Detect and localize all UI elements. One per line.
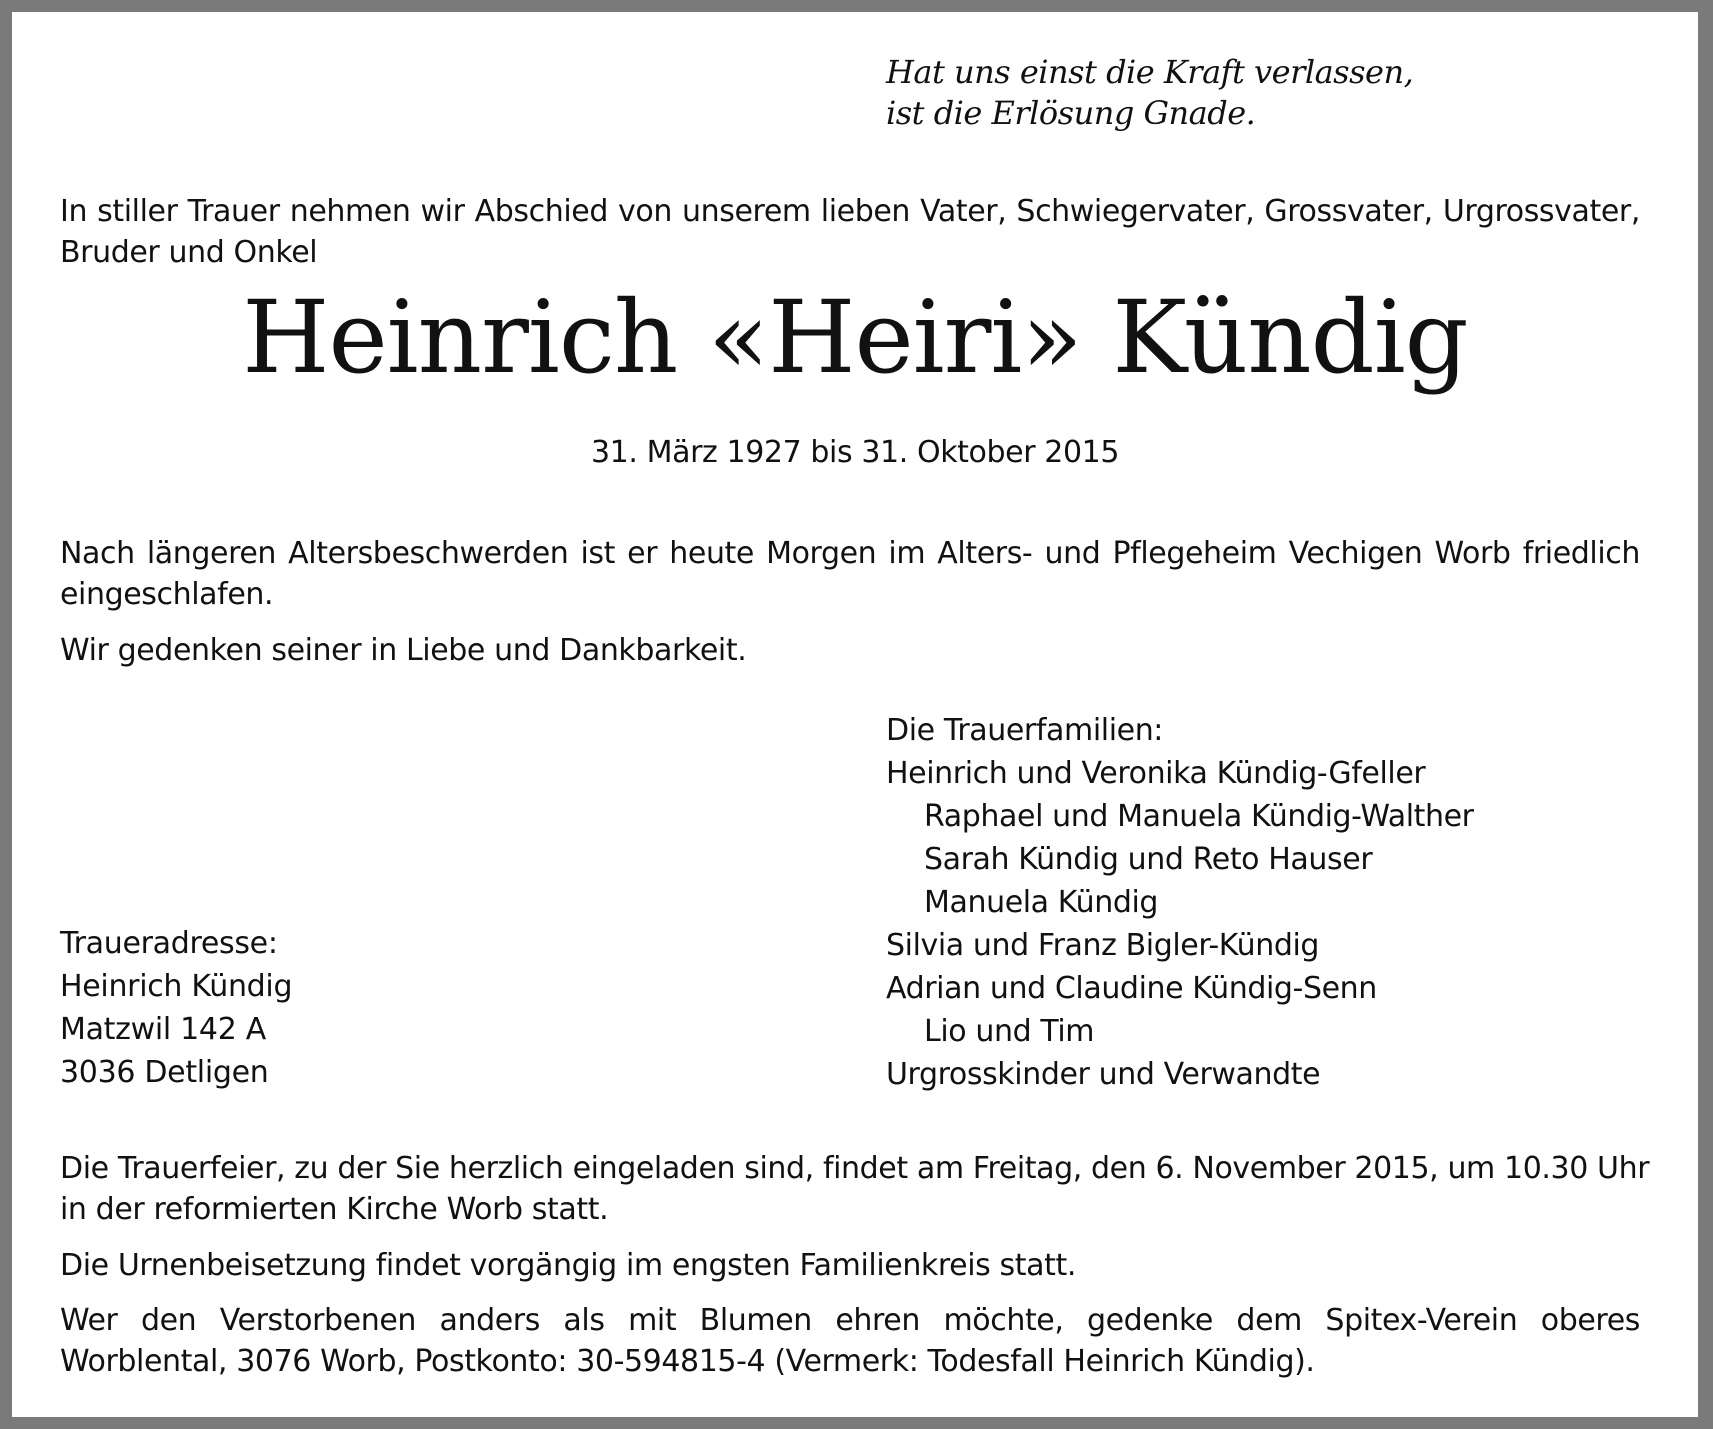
mourning-families bbox=[886, 709, 1474, 1096]
life-dates: 31. März 1927 bis 31. Oktober 2015 bbox=[590, 435, 1120, 470]
intro-text: In stiller Trauer nehmen wir Abschied von unserem lieben Vater, Schwiegervater, Grossvater, Urgrossvater, Bruder und Onkel bbox=[60, 194, 1640, 270]
family-member: Urgrosskinder und Verwandte bbox=[886, 1057, 1321, 1092]
address-label: Traueradresse: bbox=[60, 926, 278, 961]
donation-text: Wer den Verstorbenen anders als mit Blumen ehren möchte, gedenke dem Spitex-Verein oberes Worblental, 3076 Worb, Postkonto: 30-594815-4 (Vermerk: Todesfall Heinrich Kündig). bbox=[60, 1303, 1640, 1379]
mourning-address bbox=[60, 922, 292, 1094]
obituary-notice bbox=[12, 12, 1698, 1417]
family-heading: Die Trauerfamilien: bbox=[886, 713, 1164, 748]
passing-text: Nach längeren Altersbeschwerden ist er heute Morgen im Alters- und Pflegeheim Vechigen Worb friedlich eingeschlafen. bbox=[60, 536, 1640, 612]
address-city: 3036 Detligen bbox=[60, 1055, 269, 1090]
family-member: Manuela Kündig bbox=[924, 885, 1159, 920]
family-member: Heinrich und Veronika Kündig-Gfeller bbox=[886, 756, 1426, 791]
family-member: Adrian und Claudine Kündig-Senn bbox=[886, 971, 1377, 1006]
family-member: Sarah Kündig und Reto Hauser bbox=[924, 842, 1373, 877]
motto-line-1: Hat uns einst die Kraft verlassen, bbox=[886, 53, 1414, 91]
motto-verse bbox=[886, 52, 1413, 134]
remembrance-text: Wir gedenken seiner in Liebe und Dankbarkeit. bbox=[60, 633, 747, 668]
address-name: Heinrich Kündig bbox=[60, 969, 293, 1004]
motto-line-2: ist die Erlösung Gnade. bbox=[886, 94, 1256, 132]
deceased-name: Heinrich «Heiri» Kündig bbox=[242, 279, 1468, 396]
family-member: Lio und Tim bbox=[924, 1014, 1095, 1049]
family-member: Raphael und Manuela Kündig-Walther bbox=[924, 799, 1474, 834]
family-member: Silvia und Franz Bigler-Kündig bbox=[886, 928, 1320, 963]
ceremony-text: Die Trauerfeier, zu der Sie herzlich eingeladen sind, findet am Freitag, den 6. November 2015, um 10.30 Uhr in der reformierten Kirche Worb statt. bbox=[60, 1151, 1650, 1227]
address-street: Matzwil 142 A bbox=[60, 1012, 266, 1047]
urn-text: Die Urnenbeisetzung findet vorgängig im engsten Familienkreis statt. bbox=[60, 1248, 1076, 1283]
